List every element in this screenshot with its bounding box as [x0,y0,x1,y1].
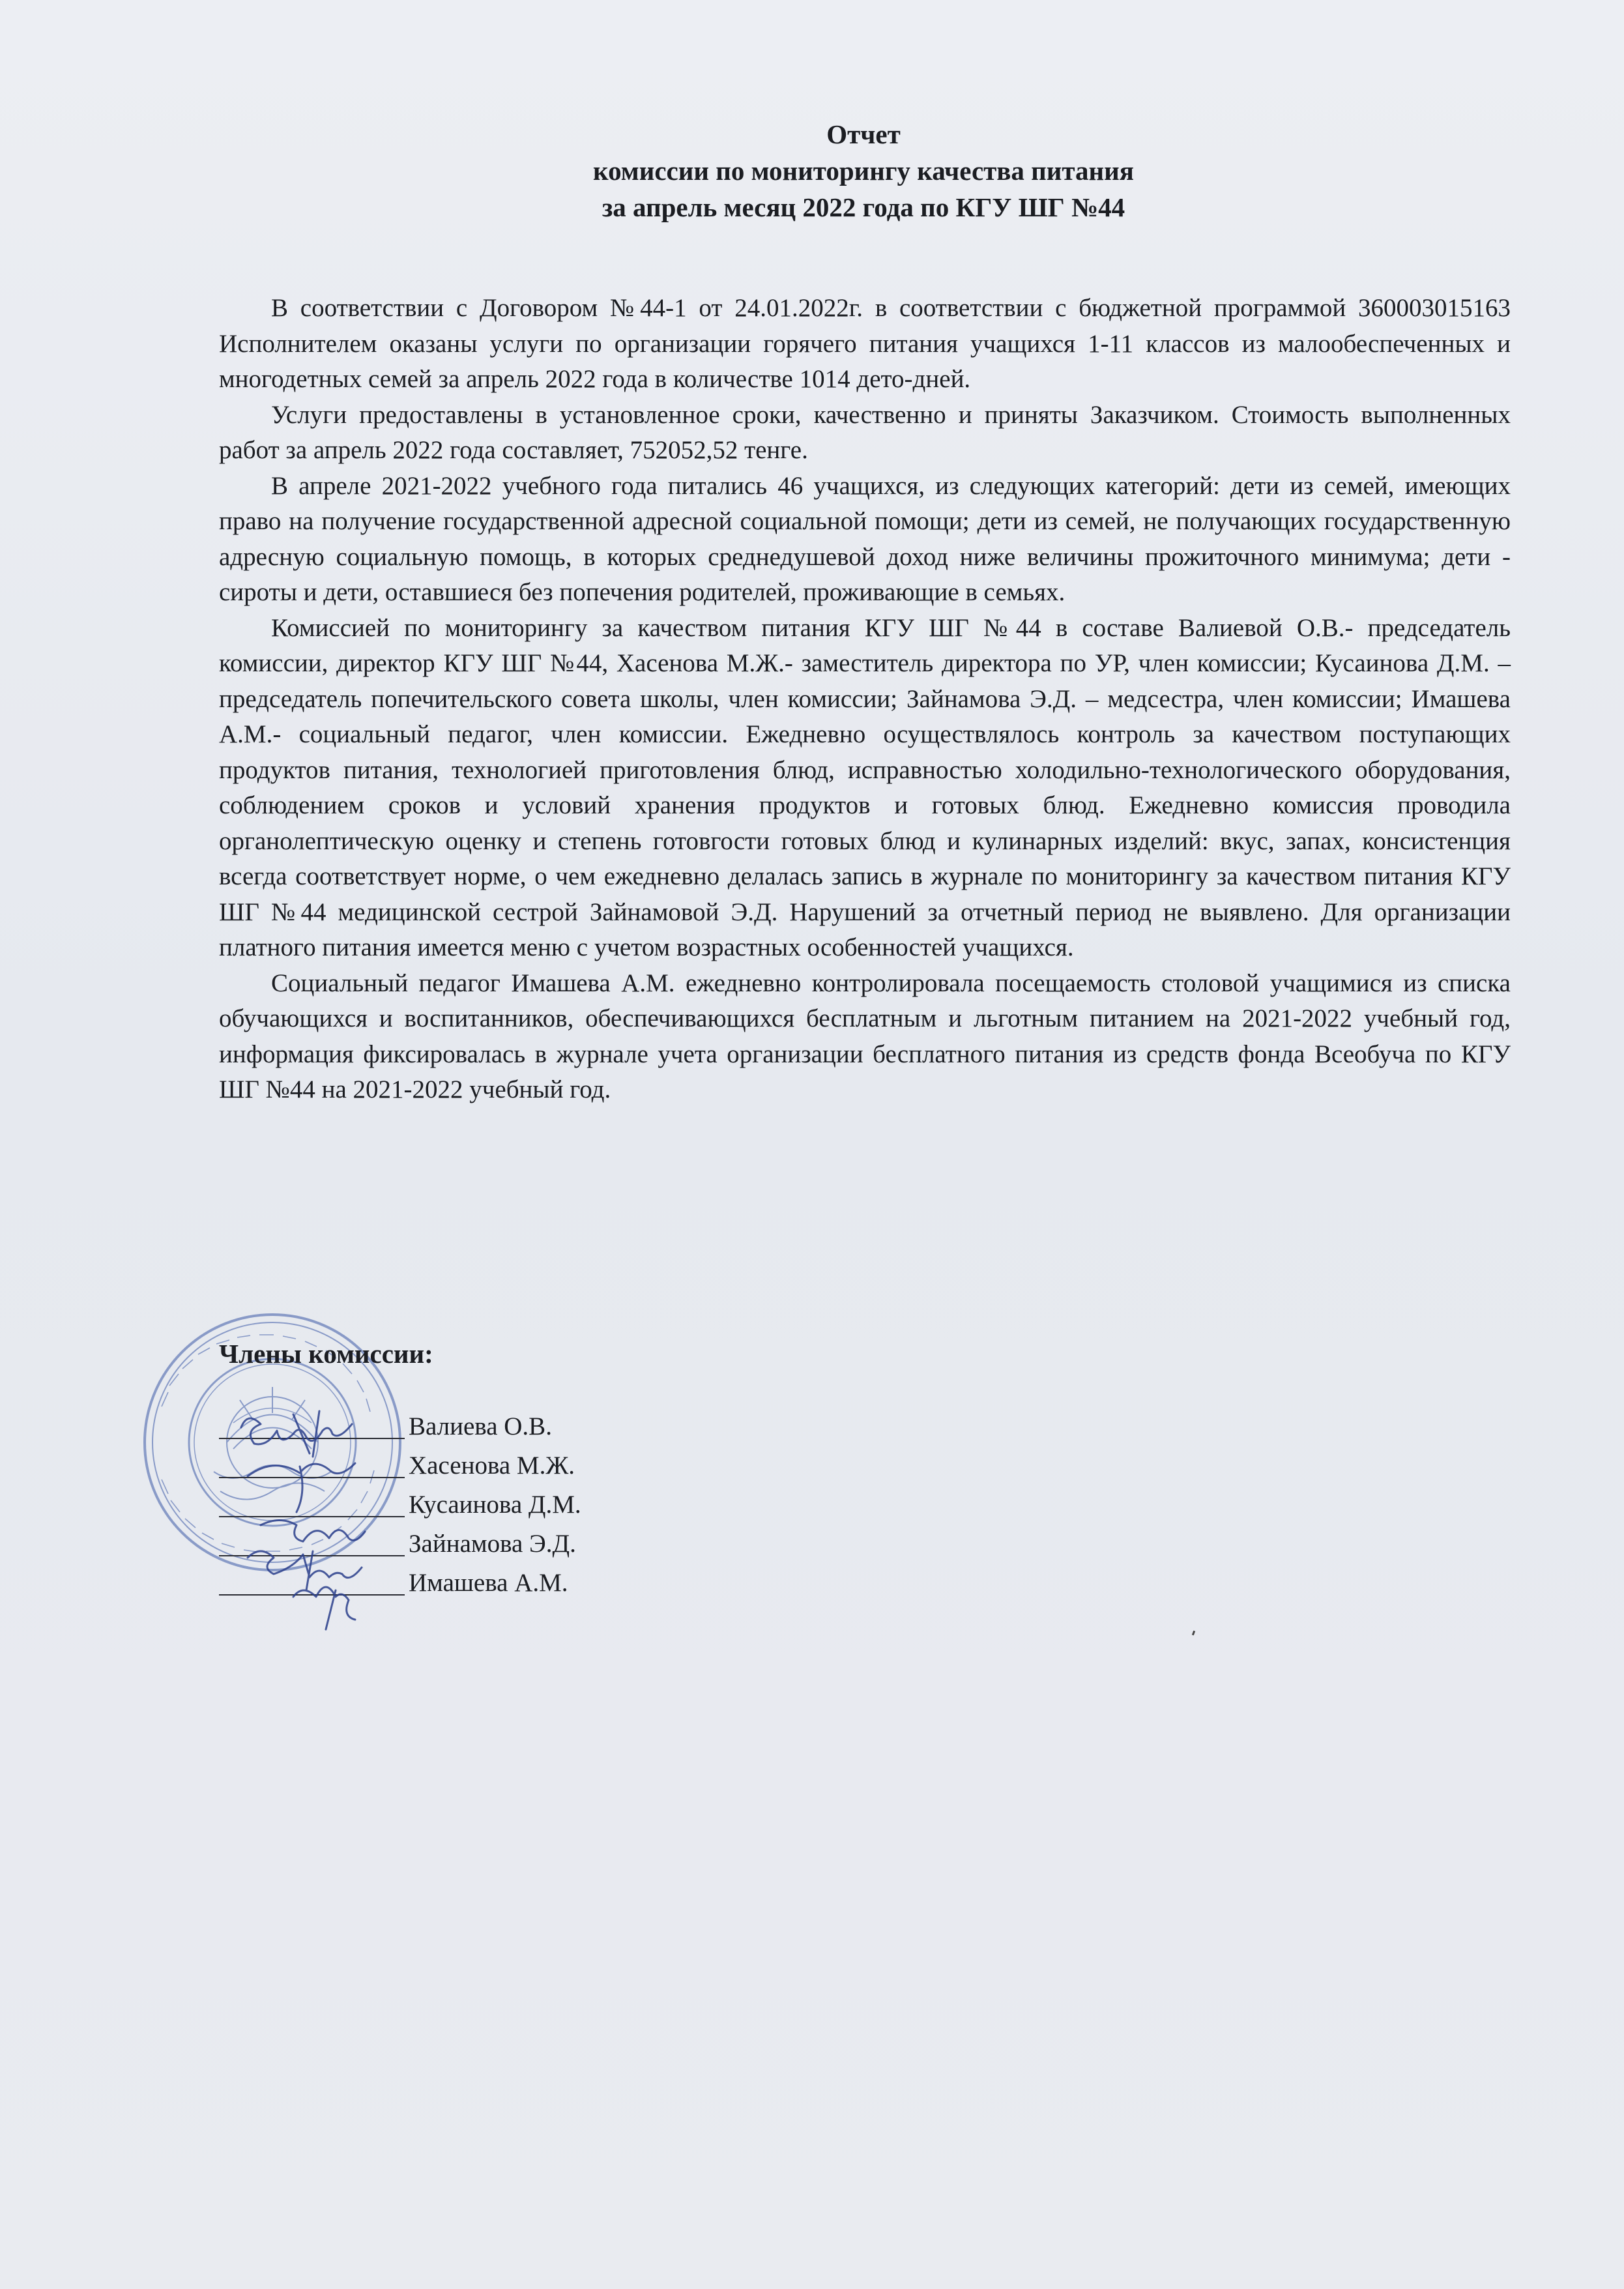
title-line-1: Отчет [826,119,901,149]
paragraph-commission: Комиссией по мониторингу за качеством питания КГУ ШГ №44 в составе Валиевой О.В.- председатель комиссии, директор КГУ ШГ №44, Хасенова М.Ж.- заместитель директора по УР, член комиссии; Кусаинова Д.М. –председатель попечительского совета школы, член комиссии; Зайнамова Э.Д. – медсестра, член комиссии; Имашева А.М.- социальный педагог, член комиссии. Ежедневно осуществлялось контроль за качеством поступающих продуктов питания, технологией приготовления блюд, исправностью холодильно-технологического оборудования, соблюдением сроков и условий хранения продуктов и готовых блюд. Ежедневно комиссия проводила органолептическую оценку и степень готовгости готовых блюд и кулинарных изделий: вкус, запах, консистенция всегда соответствует норме, о чем ежедневно делалась запись в журнале по мониторингу за качеством питания КГУ ШГ №44 медицинской сестрой Зайнамовой Э.Д. Нарушений за отчетный период не выявлено. Для организации платного питания имеется меню с учетом возрастных особенностей учащихся. [219,613,1511,961]
paragraph-cost: Услуги предоставлены в установленное сроки, качественно и приняты Заказчиком. Стоимость выполненных работ за апрель 2022 года составляет, 752052,52 тенге. [219,400,1511,464]
paragraph-contract: В соответствии с Договором №44-1 от 24.01.2022г. в соответствии с бюджетной программой 360003015163 Исполнителем оказаны услуги по организации горячего питания учащихся 1-11 классов из малообеспеченных и многодетных семей за апрель 2022 года в количестве 1014 дето-дней. [219,294,1511,393]
paragraph-categories: В апреле 2021-2022 учебного года питались 46 учащихся, из следующих категорий: дети из семей, имеющих право на получение государственной адресной социальной помощи; дети из семей, не получающих государственную адресную социальную помощь, в которых среднедушевой доход ниже величины прожиточного минимума; дети - сироты и дети, оставшиеся без попечения родителей, проживающие в семьях. [219,471,1511,606]
member-name: Хасенова М.Ж. [409,1451,575,1480]
title-line-3: за апрель месяц 2022 года по КГУ ШГ №44 [602,192,1125,222]
member-name: Валиева О.В. [409,1412,552,1440]
handwritten-signatures [222,1401,430,1636]
report-body [219,291,1511,1108]
member-name: Кусаинова Д.М. [409,1491,581,1519]
document-title [215,116,1512,226]
members-heading: Члены комиссии: [219,1339,433,1369]
member-name: Зайнамова Э.Д. [409,1530,576,1558]
title-line-2: комиссии по мониторингу качества питания [593,156,1134,186]
member-name: Имашева А.М. [409,1569,568,1597]
paragraph-social-pedagogue: Социальный педагог Имашева А.М. ежедневно контролировала посещаемость столовой учащимися из списка обучающихся и воспитанников, обеспечивающихся бесплатным и льготным питанием на 2021-2022 учебный год, информация фиксировалась в журнале учета организации бесплатного питания из средств фонда Всеобуча по КГУ ШГ №44 на 2021-2022 учебный год. [219,969,1511,1103]
paper-speck [1192,1631,1195,1636]
